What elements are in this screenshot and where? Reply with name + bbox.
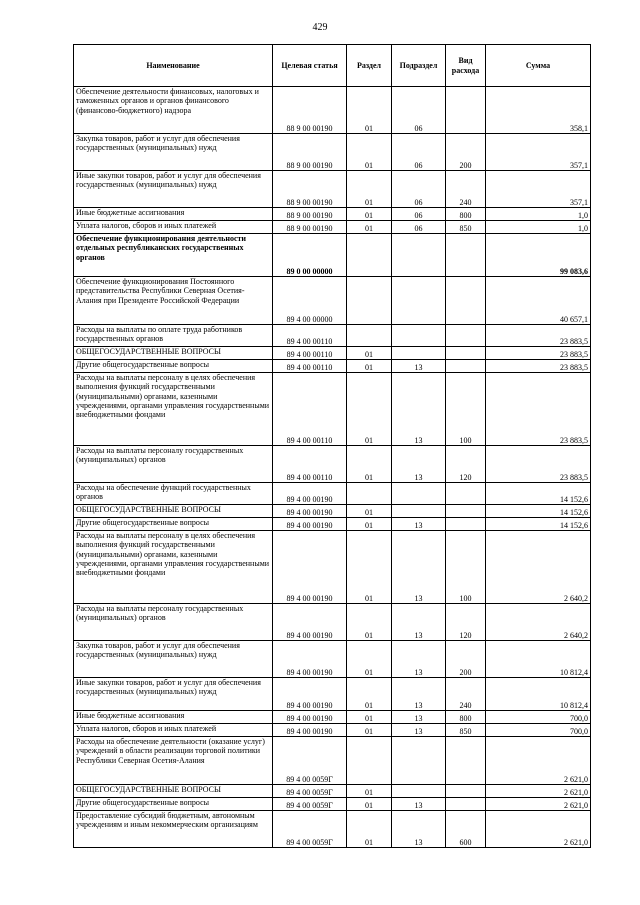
cell-amount: 2 621,0 (486, 737, 591, 785)
table-row (74, 221, 591, 234)
cell-section: 01 (347, 531, 392, 604)
cell-section: 01 (347, 446, 392, 483)
cell-subsection: 13 (392, 811, 446, 848)
cell-section: 01 (347, 798, 392, 811)
cell-expense-type (446, 325, 486, 347)
cell-expense-type: 100 (446, 531, 486, 604)
cell-amount: 357,1 (486, 134, 591, 171)
cell-target: 89 4 00 00110 (273, 446, 347, 483)
cell-name: Предоставление субсидий бюджетным, автономным учреждениям и иным некоммерческим организациям (74, 811, 273, 848)
cell-subsection (392, 325, 446, 347)
cell-target: 89 4 00 00110 (273, 360, 347, 373)
cell-section: 01 (347, 604, 392, 641)
cell-target: 89 4 00 00190 (273, 604, 347, 641)
cell-subsection: 13 (392, 518, 446, 531)
header-subsection: Подраздел (392, 45, 446, 87)
cell-amount: 2 621,0 (486, 785, 591, 798)
cell-subsection (392, 277, 446, 325)
cell-expense-type (446, 234, 486, 277)
cell-name: Расходы на обеспечение функций государственных органов (74, 483, 273, 505)
cell-amount: 700,0 (486, 711, 591, 724)
table-row (74, 811, 591, 848)
cell-amount: 10 812,4 (486, 641, 591, 678)
cell-name: Расходы на выплаты по оплате труда работников государственных органов (74, 325, 273, 347)
cell-section: 01 (347, 171, 392, 208)
cell-section: 01 (347, 360, 392, 373)
cell-section (347, 325, 392, 347)
cell-section (347, 483, 392, 505)
cell-name: Закупка товаров, работ и услуг для обеспечения государственных (муниципальных) нужд (74, 134, 273, 171)
table-row (74, 277, 591, 325)
table-row (74, 208, 591, 221)
cell-amount: 40 657,1 (486, 277, 591, 325)
cell-expense-type (446, 347, 486, 360)
cell-name: Расходы на выплаты персоналу в целях обеспечения выполнения функций государственными (муниципальными) органами, казенными учреждениями, органами управления государственными внебюджетными фондами (74, 373, 273, 446)
cell-name: Другие общегосударственные вопросы (74, 360, 273, 373)
cell-subsection (392, 483, 446, 505)
cell-subsection: 13 (392, 373, 446, 446)
cell-section: 01 (347, 711, 392, 724)
cell-name: Закупка товаров, работ и услуг для обеспечения государственных (муниципальных) нужд (74, 641, 273, 678)
cell-section (347, 737, 392, 785)
table-row (74, 134, 591, 171)
table-row (74, 87, 591, 134)
cell-target: 88 9 00 00190 (273, 221, 347, 234)
cell-section: 01 (347, 87, 392, 134)
cell-expense-type (446, 483, 486, 505)
cell-expense-type (446, 505, 486, 518)
cell-section: 01 (347, 724, 392, 737)
cell-subsection: 06 (392, 87, 446, 134)
cell-subsection: 06 (392, 221, 446, 234)
cell-name: Иные закупки товаров, работ и услуг для обеспечения государственных (муниципальных) нужд (74, 678, 273, 711)
cell-expense-type: 600 (446, 811, 486, 848)
cell-amount: 1,0 (486, 208, 591, 221)
cell-target: 88 9 00 00190 (273, 208, 347, 221)
cell-expense-type (446, 277, 486, 325)
cell-target: 89 4 00 00000 (273, 277, 347, 325)
table-row (74, 798, 591, 811)
cell-section: 01 (347, 208, 392, 221)
cell-section: 01 (347, 811, 392, 848)
cell-amount: 2 640,2 (486, 604, 591, 641)
cell-expense-type: 850 (446, 724, 486, 737)
cell-section: 01 (347, 373, 392, 446)
cell-amount: 2 621,0 (486, 798, 591, 811)
header-section: Раздел (347, 45, 392, 87)
cell-subsection (392, 737, 446, 785)
cell-amount: 10 812,4 (486, 678, 591, 711)
cell-amount: 23 883,5 (486, 325, 591, 347)
table-row (74, 785, 591, 798)
page-number: 429 (312, 22, 328, 33)
cell-subsection: 06 (392, 171, 446, 208)
cell-target: 89 4 00 00190 (273, 641, 347, 678)
cell-expense-type (446, 360, 486, 373)
cell-target: 88 9 00 00190 (273, 87, 347, 134)
table-row (74, 711, 591, 724)
cell-target: 89 4 00 00190 (273, 505, 347, 518)
cell-name: Расходы на выплаты персоналу государственных (муниципальных) органов (74, 446, 273, 483)
cell-name: Расходы на обеспечение деятельности (оказание услуг) учреждений в области реализации торговой политики Республики Северная Осетия-Алания (74, 737, 273, 785)
cell-name: ОБЩЕГОСУДАРСТВЕННЫЕ ВОПРОСЫ (74, 785, 273, 798)
table-row (74, 678, 591, 711)
cell-expense-type: 800 (446, 208, 486, 221)
table-row (74, 347, 591, 360)
table-row (74, 518, 591, 531)
cell-target: 88 9 00 00190 (273, 171, 347, 208)
cell-name: Расходы на выплаты персоналу государственных (муниципальных) органов (74, 604, 273, 641)
cell-amount: 2 640,2 (486, 531, 591, 604)
cell-amount: 358,1 (486, 87, 591, 134)
cell-target: 89 4 00 00190 (273, 518, 347, 531)
cell-expense-type (446, 737, 486, 785)
cell-expense-type: 200 (446, 134, 486, 171)
table-row (74, 446, 591, 483)
cell-subsection: 13 (392, 360, 446, 373)
cell-expense-type (446, 87, 486, 134)
table-row (74, 325, 591, 347)
cell-name: ОБЩЕГОСУДАРСТВЕННЫЕ ВОПРОСЫ (74, 347, 273, 360)
cell-amount: 700,0 (486, 724, 591, 737)
cell-section: 01 (347, 221, 392, 234)
cell-target: 89 4 00 00110 (273, 347, 347, 360)
cell-section: 01 (347, 134, 392, 171)
cell-name: Другие общегосударственные вопросы (74, 518, 273, 531)
cell-subsection: 06 (392, 208, 446, 221)
cell-section: 01 (347, 518, 392, 531)
cell-amount: 23 883,5 (486, 446, 591, 483)
cell-section: 01 (347, 347, 392, 360)
cell-expense-type (446, 518, 486, 531)
cell-subsection: 13 (392, 711, 446, 724)
header-target: Целевая статья (273, 45, 347, 87)
cell-amount: 14 152,6 (486, 483, 591, 505)
cell-target: 89 4 00 00190 (273, 483, 347, 505)
cell-amount: 23 883,5 (486, 360, 591, 373)
cell-expense-type (446, 785, 486, 798)
cell-amount: 99 083,6 (486, 234, 591, 277)
table-row (74, 234, 591, 277)
table-row (74, 724, 591, 737)
cell-target: 89 4 00 00190 (273, 531, 347, 604)
table-row (74, 171, 591, 208)
cell-subsection: 13 (392, 724, 446, 737)
cell-name: Иные бюджетные ассигнования (74, 208, 273, 221)
cell-target: 89 4 00 0059Г (273, 785, 347, 798)
cell-name: Уплата налогов, сборов и иных платежей (74, 221, 273, 234)
cell-section (347, 277, 392, 325)
cell-target: 89 4 00 00110 (273, 373, 347, 446)
cell-subsection: 06 (392, 134, 446, 171)
cell-amount: 1,0 (486, 221, 591, 234)
cell-subsection (392, 234, 446, 277)
cell-subsection: 13 (392, 641, 446, 678)
cell-subsection: 13 (392, 678, 446, 711)
cell-target: 89 4 00 00190 (273, 678, 347, 711)
cell-target: 89 4 00 0059Г (273, 811, 347, 848)
cell-target: 89 4 00 00190 (273, 724, 347, 737)
cell-target: 88 9 00 00190 (273, 134, 347, 171)
cell-target: 89 4 00 0059Г (273, 798, 347, 811)
cell-target: 89 4 00 0059Г (273, 737, 347, 785)
cell-name: Другие общегосударственные вопросы (74, 798, 273, 811)
cell-subsection: 13 (392, 446, 446, 483)
cell-name: Расходы на выплаты персоналу в целях обеспечения выполнения функций государственными (муниципальными) органами, казенными учреждениями, органами управления государственными внебюджетными фондами (74, 531, 273, 604)
cell-amount: 23 883,5 (486, 373, 591, 446)
header-expense-type: Вид расхода (446, 45, 486, 87)
table-row (74, 737, 591, 785)
cell-subsection: 13 (392, 798, 446, 811)
cell-expense-type: 100 (446, 373, 486, 446)
cell-expense-type: 800 (446, 711, 486, 724)
cell-name: Обеспечение деятельности финансовых, налоговых и таможенных органов и органов финансового (финансово-бюджетного) надзора (74, 87, 273, 134)
cell-expense-type: 240 (446, 171, 486, 208)
budget-table (73, 44, 591, 848)
header-amount: Сумма (486, 45, 591, 87)
cell-target: 89 4 00 00190 (273, 711, 347, 724)
cell-amount: 2 621,0 (486, 811, 591, 848)
cell-name: Уплата налогов, сборов и иных платежей (74, 724, 273, 737)
cell-expense-type: 120 (446, 446, 486, 483)
cell-name: Обеспечение функционирования деятельности отдельных республиканских государственных органов (74, 234, 273, 277)
table-row (74, 483, 591, 505)
cell-name: Иные бюджетные ассигнования (74, 711, 273, 724)
cell-target: 89 4 00 00110 (273, 325, 347, 347)
cell-section: 01 (347, 785, 392, 798)
cell-subsection (392, 347, 446, 360)
cell-subsection: 13 (392, 604, 446, 641)
cell-expense-type: 200 (446, 641, 486, 678)
cell-amount: 14 152,6 (486, 518, 591, 531)
cell-expense-type: 240 (446, 678, 486, 711)
cell-name: Обеспечение функционирования Постоянного представительства Республики Северная Осетия-Алания при Президенте Российской Федерации (74, 277, 273, 325)
cell-section: 01 (347, 641, 392, 678)
cell-section: 01 (347, 505, 392, 518)
cell-name: ОБЩЕГОСУДАРСТВЕННЫЕ ВОПРОСЫ (74, 505, 273, 518)
cell-expense-type (446, 798, 486, 811)
table-row (74, 505, 591, 518)
table-row (74, 641, 591, 678)
cell-expense-type: 120 (446, 604, 486, 641)
header-name: Наименование (74, 45, 273, 87)
table-row (74, 360, 591, 373)
cell-target: 89 0 00 00000 (273, 234, 347, 277)
table-header-row (74, 45, 591, 87)
cell-section (347, 234, 392, 277)
cell-expense-type: 850 (446, 221, 486, 234)
table-row (74, 531, 591, 604)
table-row (74, 604, 591, 641)
cell-amount: 357,1 (486, 171, 591, 208)
cell-subsection (392, 785, 446, 798)
cell-name: Иные закупки товаров, работ и услуг для обеспечения государственных (муниципальных) нужд (74, 171, 273, 208)
table-row (74, 373, 591, 446)
cell-amount: 14 152,6 (486, 505, 591, 518)
cell-section: 01 (347, 678, 392, 711)
cell-amount: 23 883,5 (486, 347, 591, 360)
cell-subsection (392, 505, 446, 518)
cell-subsection: 13 (392, 531, 446, 604)
